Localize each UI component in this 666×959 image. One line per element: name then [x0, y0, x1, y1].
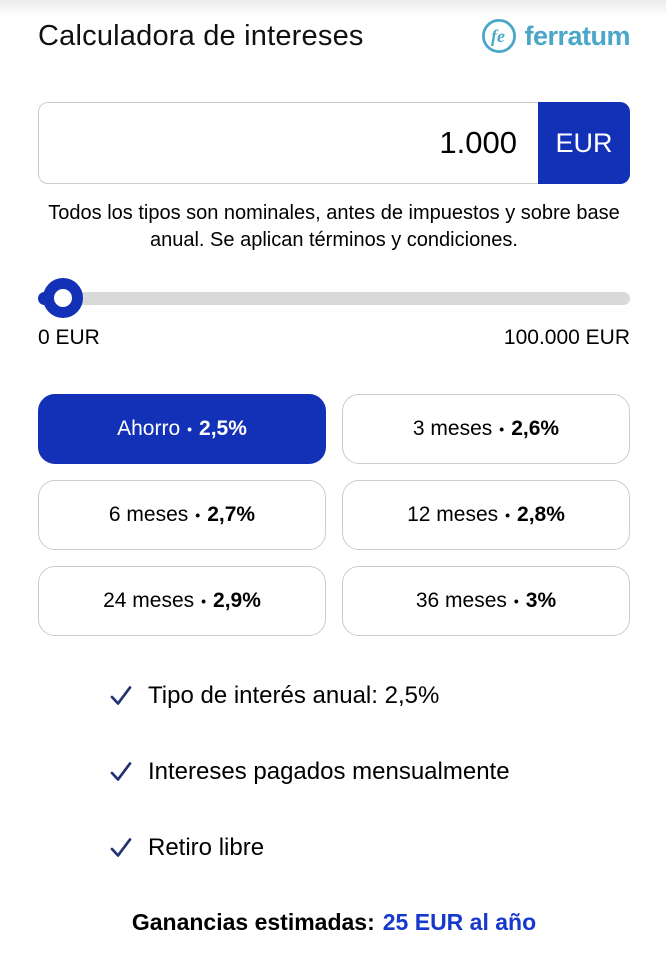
bullet-separator: • [187, 421, 193, 437]
amount-input-group [38, 102, 630, 184]
bullet-separator: • [513, 593, 519, 609]
brand-name: ferratum [524, 20, 630, 51]
bullet-separator: • [201, 593, 207, 609]
feature-text: Tipo de interés anual: 2,5% [148, 682, 440, 709]
rate-option-rate: 2,5% [199, 417, 247, 440]
estimated-earnings-label: Ganancias estimadas: [131, 909, 375, 935]
rate-option-rate: 2,6% [511, 417, 560, 440]
rate-option-12-meses[interactable] [342, 480, 630, 550]
disclaimer-text: Todos los tipos son nominales, antes de impuestos y sobre base anual. Se aplican términos y condiciones. [48, 202, 620, 251]
estimated-earnings-value: 25 EUR al año [382, 909, 537, 935]
rate-option-rate: 2,7% [207, 503, 256, 526]
slider-min-label: 0 EUR [38, 326, 100, 349]
rate-option-ahorro[interactable] [38, 394, 326, 464]
rate-option-rate: 3% [525, 589, 557, 612]
bullet-separator: • [505, 507, 511, 523]
rate-option-6-meses[interactable] [38, 480, 326, 550]
rate-option-24-meses[interactable] [38, 566, 326, 636]
bullet-separator: • [499, 421, 505, 437]
logo-monogram: fe [491, 26, 506, 46]
list-item [108, 757, 630, 787]
currency-button[interactable]: EUR [538, 102, 630, 184]
checkmark-icon [108, 683, 134, 709]
slider-handle[interactable] [43, 278, 83, 318]
rate-option-3-meses[interactable] [342, 394, 630, 464]
rate-option-rate: 2,9% [213, 589, 261, 612]
checkmark-icon [108, 835, 134, 861]
rate-option-label: 36 meses [415, 589, 507, 612]
rate-option-36-meses[interactable] [342, 566, 630, 636]
estimated-earnings [38, 909, 630, 936]
feature-text: Retiro libre [148, 834, 265, 861]
checkmark-icon [108, 759, 134, 785]
header [38, 16, 630, 56]
slider-max-label: 100.000 EUR [503, 326, 630, 349]
ferratum-logo-icon [481, 18, 517, 54]
rate-option-label: Ahorro [117, 417, 181, 440]
list-item [108, 833, 630, 863]
page-title: Calculadora de intereses [38, 19, 364, 52]
rate-option-label: 24 meses [103, 589, 195, 612]
rate-option-rate: 2,8% [517, 503, 565, 526]
slider-track[interactable] [38, 292, 630, 305]
slider-labels [38, 326, 630, 350]
feature-text: Intereses pagados mensualmente [148, 758, 510, 785]
rate-option-label: 3 meses [412, 417, 493, 440]
features-list [38, 681, 630, 863]
rate-option-label: 6 meses [108, 503, 189, 526]
bullet-separator: • [195, 507, 201, 523]
amount-slider [38, 278, 630, 318]
rate-options-grid [38, 394, 630, 636]
brand-logo-link[interactable] [481, 18, 630, 54]
rate-option-label: 12 meses [407, 503, 499, 526]
list-item [108, 681, 630, 711]
